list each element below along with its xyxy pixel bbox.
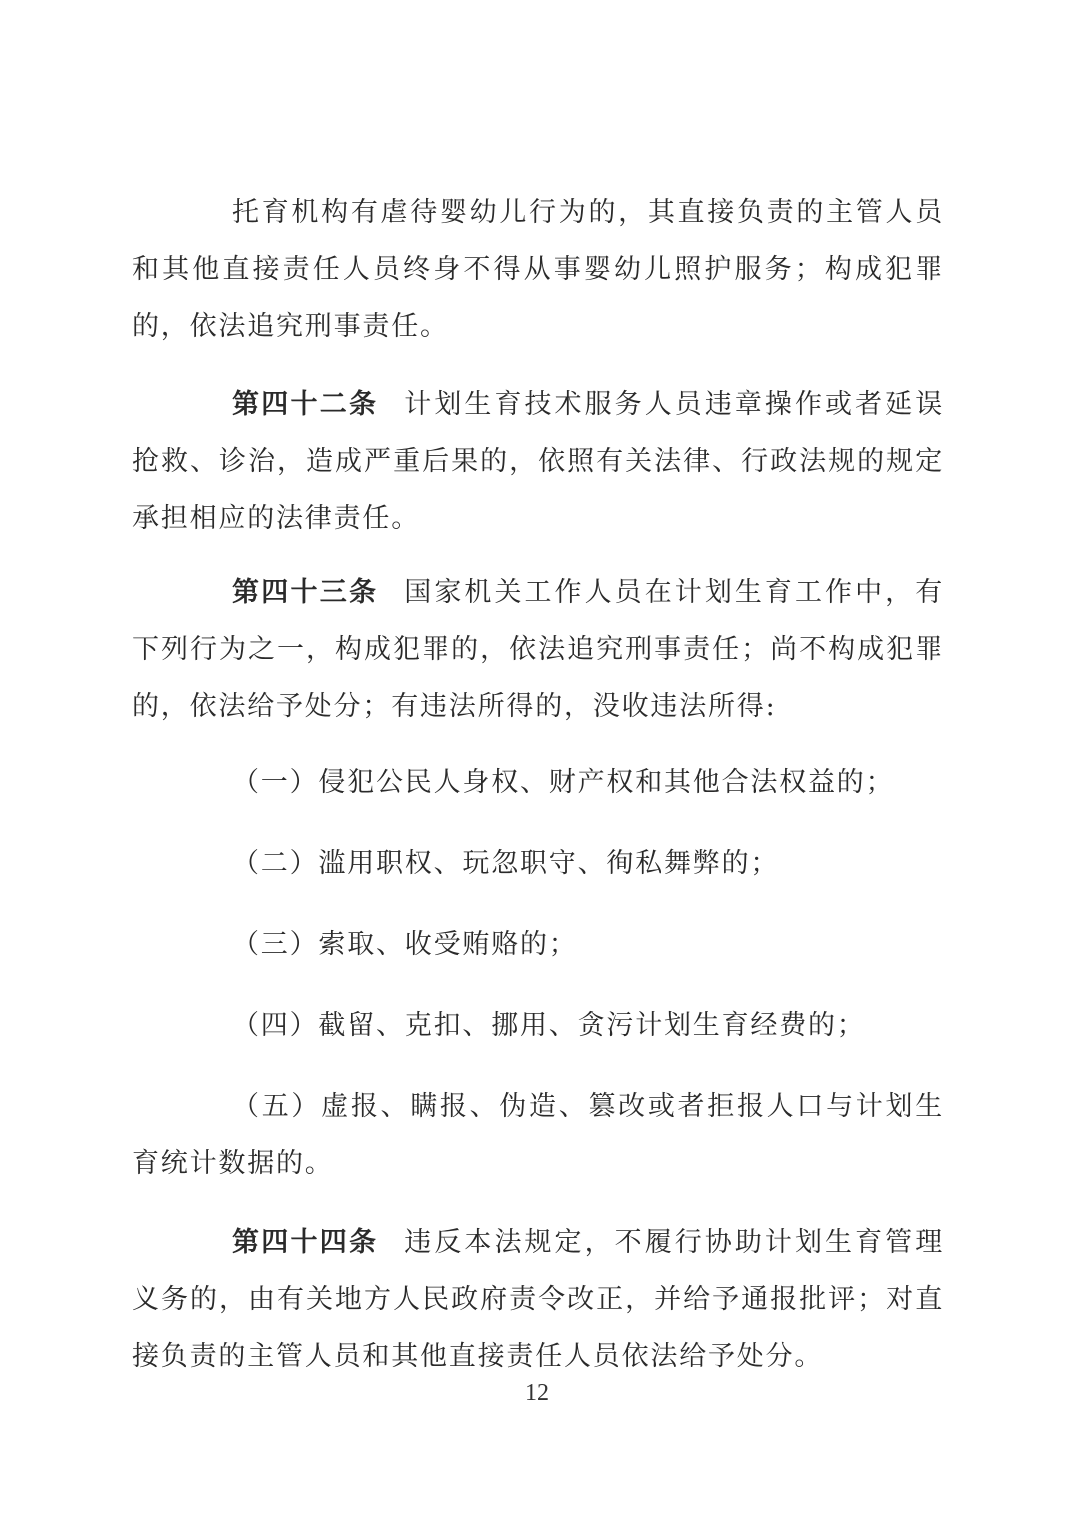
article-43-title: 第四十三条	[232, 577, 379, 608]
page-number: 12	[525, 1380, 549, 1406]
article-43	[132, 564, 944, 735]
article-43-text: 国家机关工作人员在计划生育工作中，有下列行为之一，构成犯罪的，依法追究刑事责任；尚不构成犯罪的，依法给予处分；有违法所得的，没收违法所得:	[132, 577, 945, 722]
paragraph-text: 托育机构有虐待婴幼儿行为的，其直接负责的主管人员和其他直接责任人员终身不得从事婴幼儿照护服务；构成犯罪的，依法追究刑事责任。	[132, 197, 944, 342]
article-44-text: 违反本法规定，不履行协助计划生育管理义务的，由有关地方人民政府责令改正，并给予通报批评；对直接负责的主管人员和其他直接责任人员依法给予处分。	[132, 1227, 945, 1372]
article-44	[132, 1214, 944, 1385]
article-43-item-1: （一）侵犯公民人身权、财产权和其他合法权益的；	[232, 767, 895, 798]
article-43-item-2: （二）滥用职权、玩忽职守、徇私舞弊的；	[232, 848, 780, 879]
article-43-item-5	[132, 1078, 944, 1192]
article-44-title: 第四十四条	[232, 1227, 379, 1258]
article-43-item-5-text: （五）虚报、瞒报、伪造、篡改或者拒报人口与计划生育统计数据的。	[132, 1091, 944, 1179]
article-42	[132, 376, 944, 547]
article-42-title: 第四十二条	[232, 389, 379, 420]
paragraph-childcare-abuse	[132, 184, 944, 355]
article-43-item-4: （四）截留、克扣、挪用、贪污计划生育经费的；	[232, 1010, 866, 1041]
article-42-text: 计划生育技术服务人员违章操作或者延误抢救、诊治，造成严重后果的，依照有关法律、行政法规的规定承担相应的法律责任。	[132, 389, 945, 534]
article-43-item-3: （三）索取、收受贿赂的；	[232, 929, 578, 960]
